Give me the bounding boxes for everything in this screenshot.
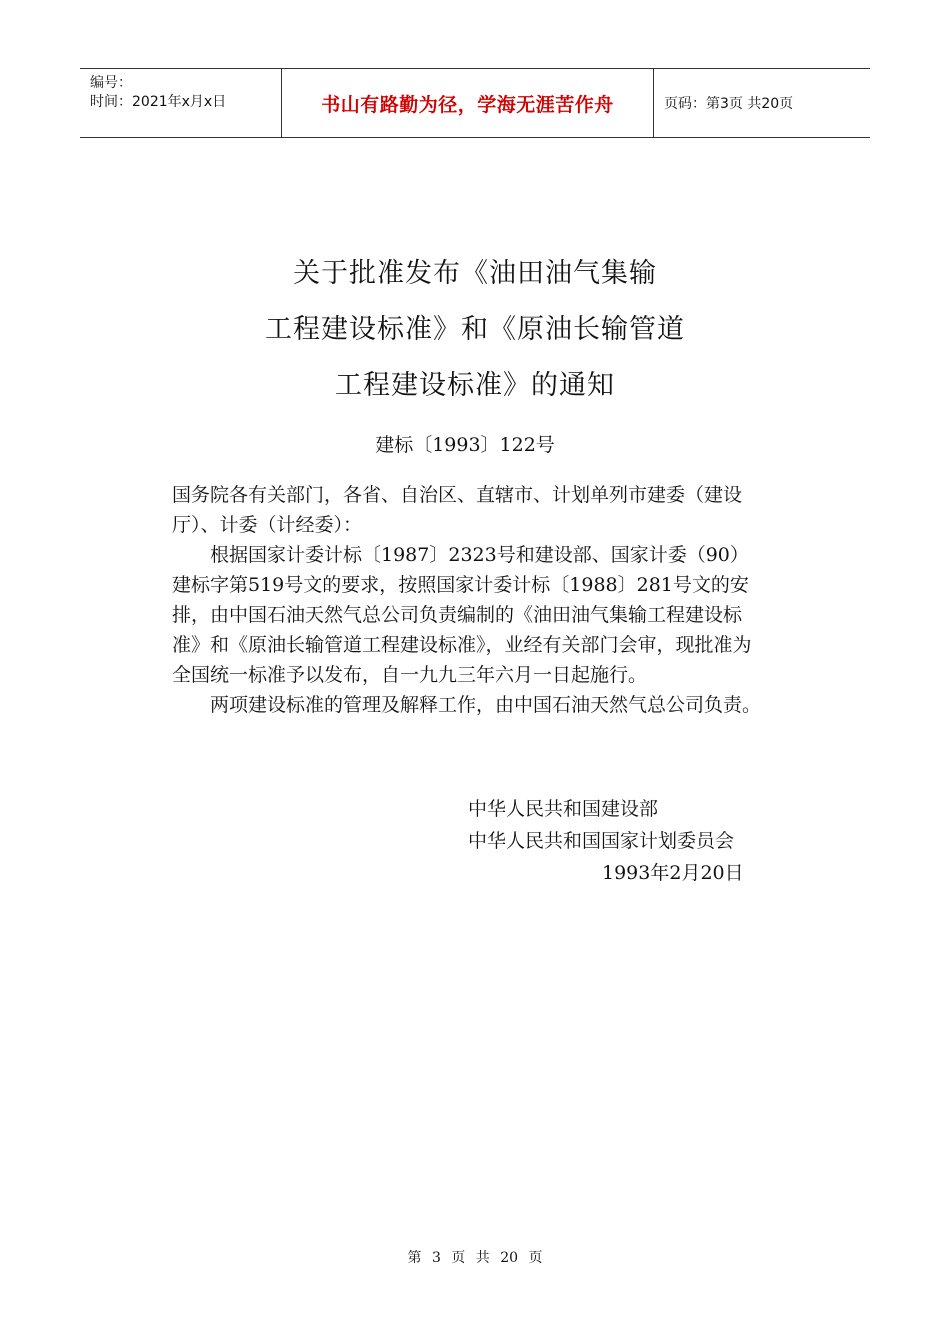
document-header <box>80 68 870 138</box>
page-info: 页码：第3页 共20页 <box>664 96 794 112</box>
header-meta-cell <box>80 69 282 137</box>
signature-date: 1993年2月20日 <box>602 862 744 884</box>
serial-label: 编号： <box>90 75 132 91</box>
signature-org-2: 中华人民共和国国家计划委员会 <box>468 830 735 852</box>
time-label: 时间：2021年x月x日 <box>90 94 227 110</box>
header-page-cell <box>654 69 870 137</box>
header-motto-cell <box>282 69 654 137</box>
salutation: 国务院各有关部门，各省、自治区、直辖市、计划单列市建委（建设厅）、计委（计经委）： <box>172 484 743 536</box>
page-footer: 第 3 页 共 20 页 <box>407 1250 543 1266</box>
body-paragraph-2: 两项建设标准的管理及解释工作，由中国石油天然气总公司负责。 <box>210 694 762 716</box>
motto-text: 书山有路勤为径，学海无涯苦作舟 <box>321 93 614 116</box>
title-line-3: 工程建设标准》的通知 <box>335 370 615 401</box>
document-title <box>0 246 950 414</box>
title-line-1: 关于批准发布《油田油气集输 <box>293 258 657 289</box>
document-number: 建标〔1993〕122号 <box>375 434 555 456</box>
signature-org-1: 中华人民共和国建设部 <box>468 798 659 820</box>
document-body <box>172 480 762 720</box>
body-paragraph-1: 根据国家计委计标〔1987〕2323号和建设部、国家计委（90）建标字第519号文的要求，按照国家计委计标〔1988〕281号文的安排，由中国石油天然气总公司负责编制的《油田油气集输工程建设标准》和《原油长输管道工程建设标准》，业经有关部门会审，现批准为全国统一标准予以发布，自一九九三年六月一日起施行。 <box>172 544 752 686</box>
title-line-2: 工程建设标准》和《原油长输管道 <box>265 314 685 345</box>
